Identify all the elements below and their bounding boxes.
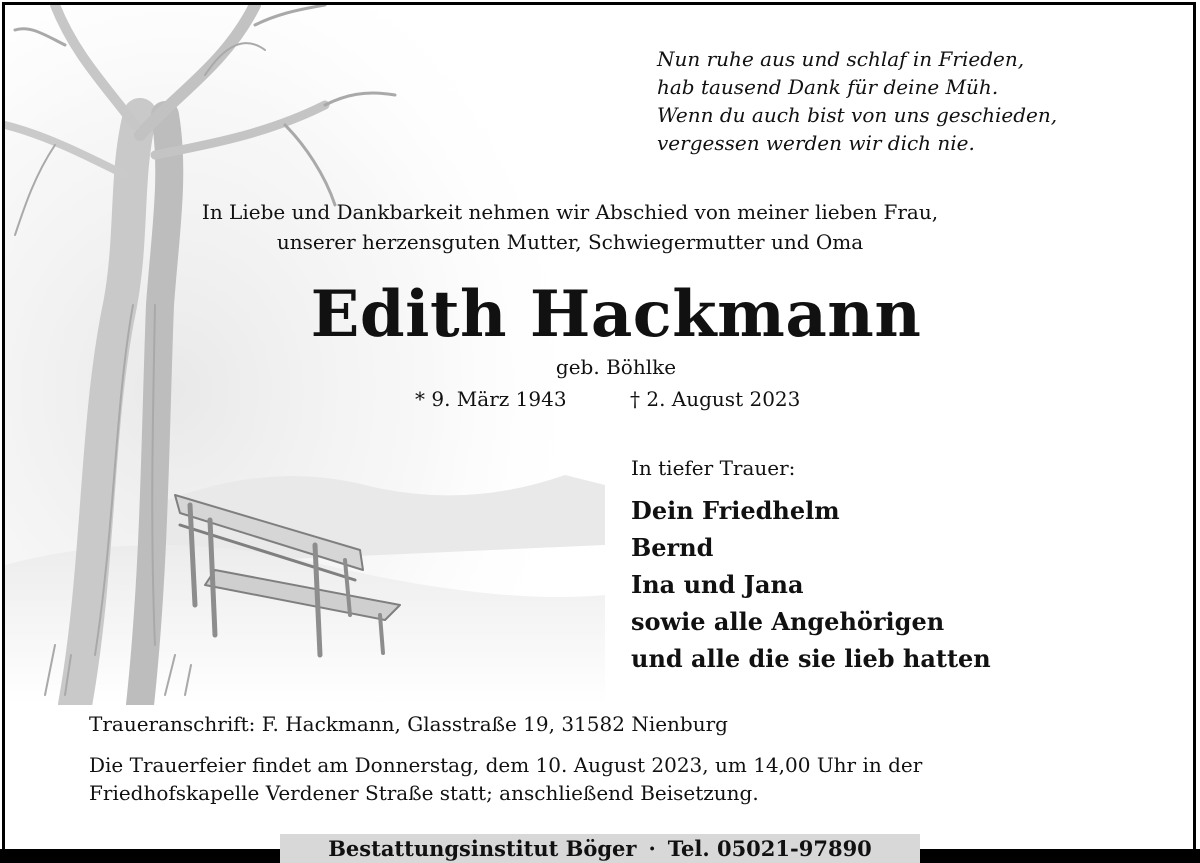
mourner-name: Dein Friedhelm: [631, 496, 840, 525]
poem: [657, 45, 1057, 157]
funeral-home-phone: Tel. 05021-97890: [667, 836, 872, 861]
mourning-address: Traueranschrift: F. Hackmann, Glasstraße 19, 31582 Nienburg: [89, 712, 728, 736]
ceremony-info: [89, 751, 922, 807]
intro-line: unserer herzensguten Mutter, Schwiegermutter und Oma: [276, 230, 864, 254]
mourners-list: [631, 492, 991, 677]
birth-date: * 9. März 1943: [415, 387, 567, 411]
mourner-name: und alle die sie lieb hatten: [631, 644, 991, 673]
deceased-name: Edith Hackmann: [310, 277, 922, 352]
mourners-label: In tiefer Trauer:: [631, 456, 796, 480]
mourner-name: Ina und Jana: [631, 570, 804, 599]
poem-line: Nun ruhe aus und schlaf in Frieden,: [657, 47, 1025, 71]
footer-separator: ·: [648, 836, 656, 861]
birth-name: geb. Böhlke: [555, 355, 677, 379]
ceremony-line: Friedhofskapelle Verdener Straße statt; anschließend Beisetzung.: [89, 781, 759, 805]
mourner-name: sowie alle Angehörigen: [631, 607, 945, 636]
ceremony-line: Die Trauerfeier findet am Donnerstag, dem 10. August 2023, um 14,00 Uhr in der: [89, 753, 923, 777]
mourner-name: Bernd: [631, 533, 714, 562]
death-date: † 2. August 2023: [630, 387, 801, 411]
obituary-frame: [2, 2, 1196, 859]
intro-text: [5, 197, 1135, 257]
poem-line: vergessen werden wir dich nie.: [657, 131, 975, 155]
funeral-home-name: Bestattungsinstitut Böger: [328, 836, 637, 861]
poem-line: Wenn du auch bist von uns geschieden,: [657, 103, 1058, 127]
intro-line: In Liebe und Dankbarkeit nehmen wir Abschied von meiner lieben Frau,: [201, 200, 939, 224]
poem-line: hab tausend Dank für deine Müh.: [657, 75, 999, 99]
funeral-home-footer: [280, 834, 920, 863]
